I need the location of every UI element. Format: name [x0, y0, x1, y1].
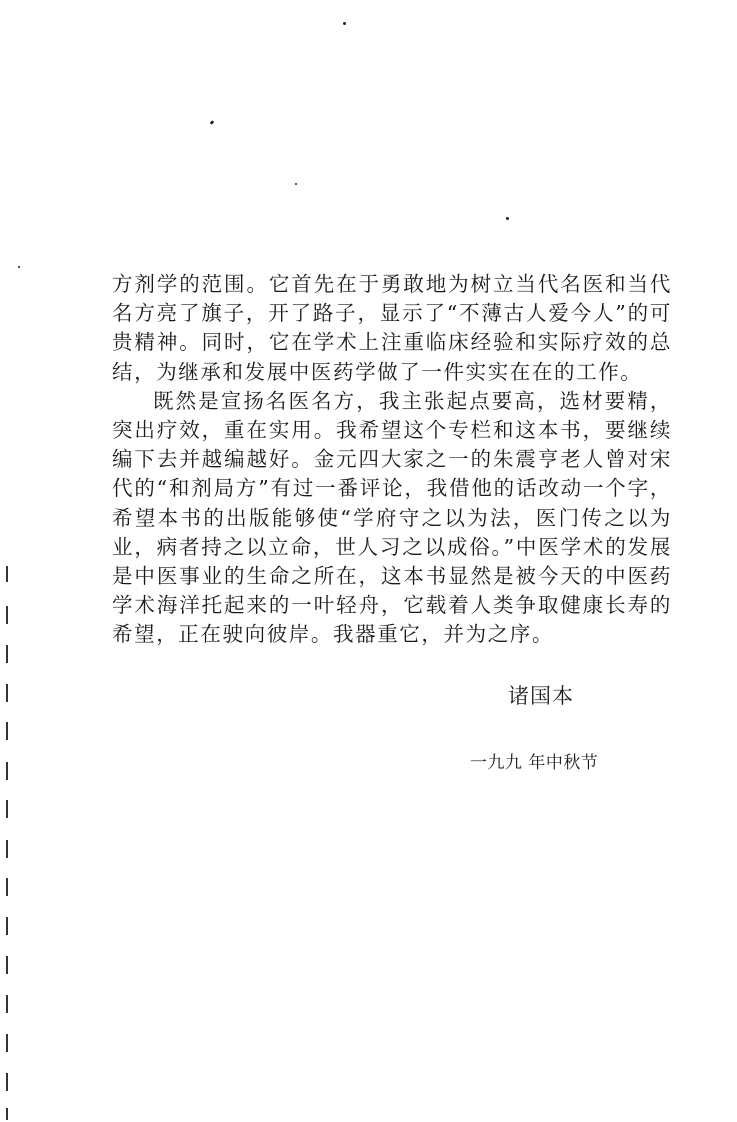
scan-speck [295, 183, 297, 185]
binding-mark [6, 1073, 8, 1091]
binding-mark [6, 1034, 8, 1052]
binding-mark [6, 1108, 8, 1120]
binding-mark [6, 645, 8, 663]
binding-mark [6, 995, 8, 1013]
binding-mark [6, 566, 8, 582]
binding-mark [6, 840, 8, 858]
binding-mark [6, 956, 8, 974]
binding-mark [6, 917, 8, 935]
date-line: 一九九 年中秋节 [470, 753, 599, 773]
scan-speck [18, 266, 20, 268]
binding-mark [6, 800, 8, 818]
binding-mark [6, 762, 8, 780]
binding-mark [6, 722, 8, 740]
preface-body [112, 270, 672, 650]
binding-mark [6, 606, 8, 624]
scan-speck [210, 120, 215, 125]
paragraph: 既然是宣扬名医名方，我主张起点要高，选材要精，突出疗效，重在实用。我希望这个专栏和这本书，要继续编下去并越编越好。金元四大家之一的朱震亨老人曾对宋代的“和剂局方”有过一番评论，我借他的话改动一个字，希望本书的出版能够使“学府守之以为法，医门传之以为业，病者持之以立命，世人习之以成俗。”中医学术的发展是中医事业的生命之所在，这本书显然是被今天的中医药学术海洋托起来的一叶轻舟，它载着人类争取健康长寿的希望，正在驶向彼岸。我器重它，并为之序。 [112, 388, 672, 647]
paragraph: 方剂学的范围。它首先在于勇敢地为树立当代名医和当代名方亮了旗子，开了路子，显示了“不薄古人爱今人”的可贵精神。同时，它在学术上注重临床经验和实际疗效的总结，为继承和发展中医药学做了一件实实在在的工作。 [112, 272, 672, 384]
scan-speck [506, 217, 509, 220]
scan-speck [343, 22, 346, 25]
binding-mark [6, 878, 8, 896]
binding-mark [6, 684, 8, 702]
author-signature: 诸国本 [508, 684, 574, 708]
